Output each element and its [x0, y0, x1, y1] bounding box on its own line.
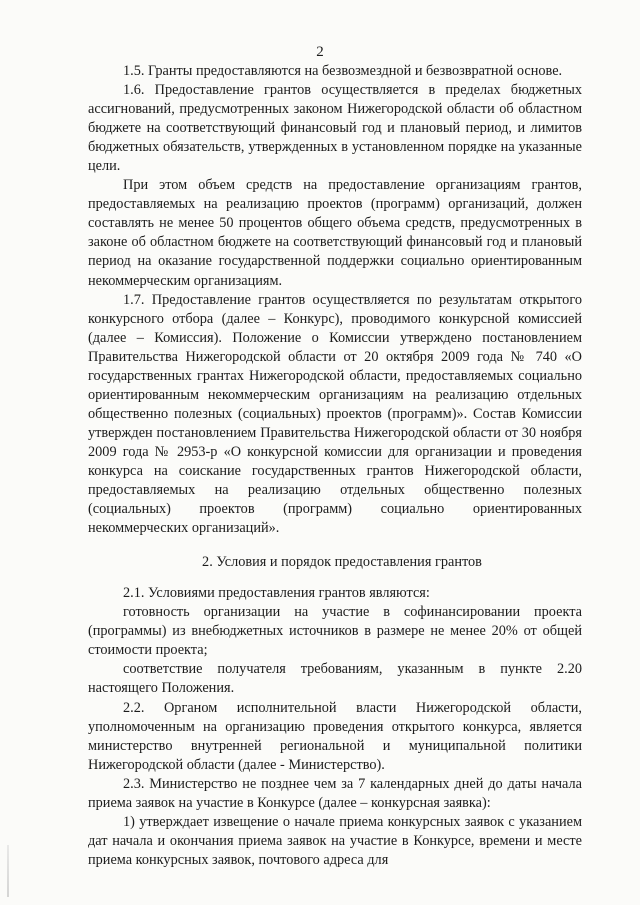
paragraph-2-1: 2.1. Условиями предоставления грантов являются:: [123, 585, 430, 602]
paragraph-cofinancing: готовность организации на участие в софинансировании проекта (программы) из внебюджетных источников в размере не менее 20% от общей стоимости проекта;: [88, 604, 582, 659]
paragraph-2-3: 2.3. Министерство не позднее чем за 7 календарных дней до даты начала приема заявок на участие в Конкурсе (далее – конкурсная заявка):: [88, 775, 582, 811]
paragraph-requirements: соответствие получателя требованиям, указанным в пункте 2.20 настоящего Положения.: [88, 661, 582, 697]
paragraph-1-5: 1.5. Гранты предоставляются на безвозмездной и безвозвратной основе.: [123, 63, 563, 79]
scan-edge-artifact: [7, 845, 9, 897]
page-number: 2: [316, 44, 324, 60]
paragraph-1-6: 1.6. Предоставление грантов осуществляется в пределах бюджетных ассигнований, предусмотренных законом Нижегородской области об областном бюджете на соответствующий финансовый год и плановый период, и лимитов бюджетных обязательств, утвержденных в установленном порядке на указанные цели.: [88, 82, 582, 175]
document-body: [88, 62, 582, 870]
paragraph-1-7: 1.7. Предоставление грантов осуществляется по результатам открытого конкурсного отбора (далее – Конкурс), проводимого конкурсной комиссией (далее – Комиссия). Положение о Комиссии утверждено постановлением Правительства Нижегородской области от 20 октября 2009 года № 740 «О государственных грантах Нижегородской области, предоставляемых социально ориентированным некоммерческим организациям на реализацию отдельных общественно полезных (социальных) проектов (программ)». Состав Комиссии утвержден постановлением Правительства Нижегородской области от 30 ноября 2009 года № 2953-р «О конкурсной комиссии для организации и проведения конкурса на соискание государственных грантов Нижегородской области, предоставляемых на реализацию отдельных общественно полезных (социальных) проектов (программ) социально ориентированных некоммерческих организаций».: [88, 291, 582, 537]
paragraph-funding-share: При этом объем средств на предоставление организациям грантов, предоставляемых на реализацию проектов (программ) организаций, должен составлять не менее 50 процентов общего объема средств, предусмотренных в законе об областном бюджете на соответствующий финансовый год и плановый период на оказание государственной поддержки социально ориентированным некоммерческим организациям.: [88, 177, 582, 289]
section-heading: 2. Условия и порядок предоставления грантов: [202, 554, 482, 571]
paragraph-2-2: 2.2. Органом исполнительной власти Нижегородской области, уполномоченным на организацию проведения открытого конкурса, является министерство внутренней региональной и муниципальной политики Нижегородской области (далее - Министерство).: [88, 699, 582, 773]
paragraph-2-3-item-1: 1) утверждает извещение о начале приема конкурсных заявок с указанием дат начала и окончания приема заявок на участие в Конкурсе, времени и месте приема конкурсных заявок, почтового адреса для: [88, 813, 582, 868]
